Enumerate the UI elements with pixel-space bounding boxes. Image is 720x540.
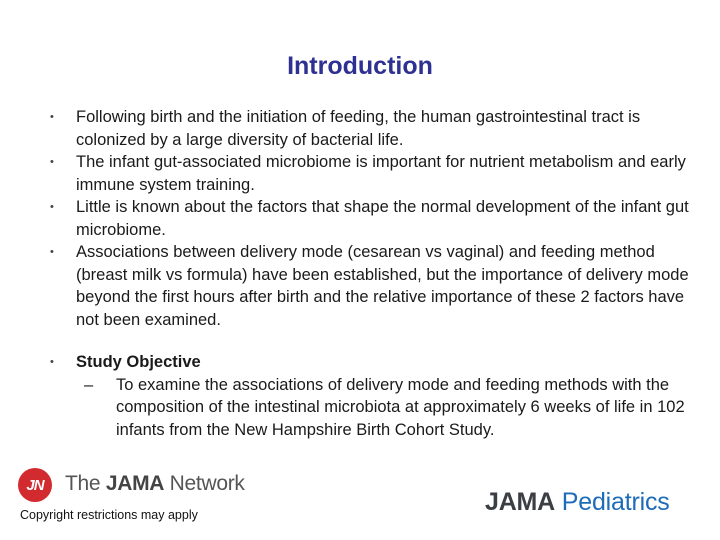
bullet-text: Associations between delivery mode (cesarean vs vaginal) and feeding method (breast milk vs formula) have been established, but the importance of delivery mode beyond the first hours after birth and the relative importance of these 2 factors have not been examined. bbox=[76, 243, 689, 329]
objective-text: To examine the associations of delivery mode and feeding methods with the composition of the intestinal microbiota at approximately 6 weeks of life in 102 infants from the New Hampshire Birth Cohort Study. bbox=[116, 375, 685, 439]
bullet-dot: • bbox=[50, 201, 54, 213]
logo-letters: JN bbox=[26, 476, 44, 494]
bullet-text: Little is known about the factors that shape the normal development of the infant gut microbiome. bbox=[76, 198, 689, 239]
objective-subitem bbox=[84, 374, 690, 442]
bullet-text: Following birth and the initiation of feeding, the human gastrointestinal tract is colonized by a large diversity of bacterial life. bbox=[76, 108, 641, 149]
objective-item bbox=[50, 351, 690, 441]
bullet-dot: • bbox=[50, 156, 54, 168]
bullet-dot: • bbox=[50, 356, 54, 368]
network-prefix: The bbox=[65, 472, 106, 495]
journal-name: Pediatrics bbox=[555, 488, 670, 516]
bullet-item bbox=[50, 106, 690, 151]
bullet-dot: • bbox=[50, 246, 54, 258]
objective-title: Study Objective bbox=[76, 353, 201, 371]
jama-network-wordmark bbox=[65, 472, 245, 496]
bullet-text: The infant gut-associated microbiome is important for nutrient metabolism and early immune system training. bbox=[76, 153, 686, 194]
bullet-dot: • bbox=[50, 111, 54, 123]
copyright-notice: Copyright restrictions may apply bbox=[20, 508, 198, 522]
dash-marker: – bbox=[84, 375, 94, 394]
bullet-item bbox=[50, 151, 690, 196]
bullet-list bbox=[50, 106, 690, 441]
jama-pediatrics-logo bbox=[485, 488, 670, 517]
network-bold: JAMA bbox=[105, 472, 165, 495]
bullet-item bbox=[50, 196, 690, 241]
slide-title: Introduction bbox=[287, 52, 433, 80]
bullet-item bbox=[50, 241, 690, 331]
jama-network-logo-icon bbox=[18, 468, 52, 502]
network-suffix: Network bbox=[164, 472, 245, 495]
journal-bold: JAMA bbox=[485, 488, 556, 516]
